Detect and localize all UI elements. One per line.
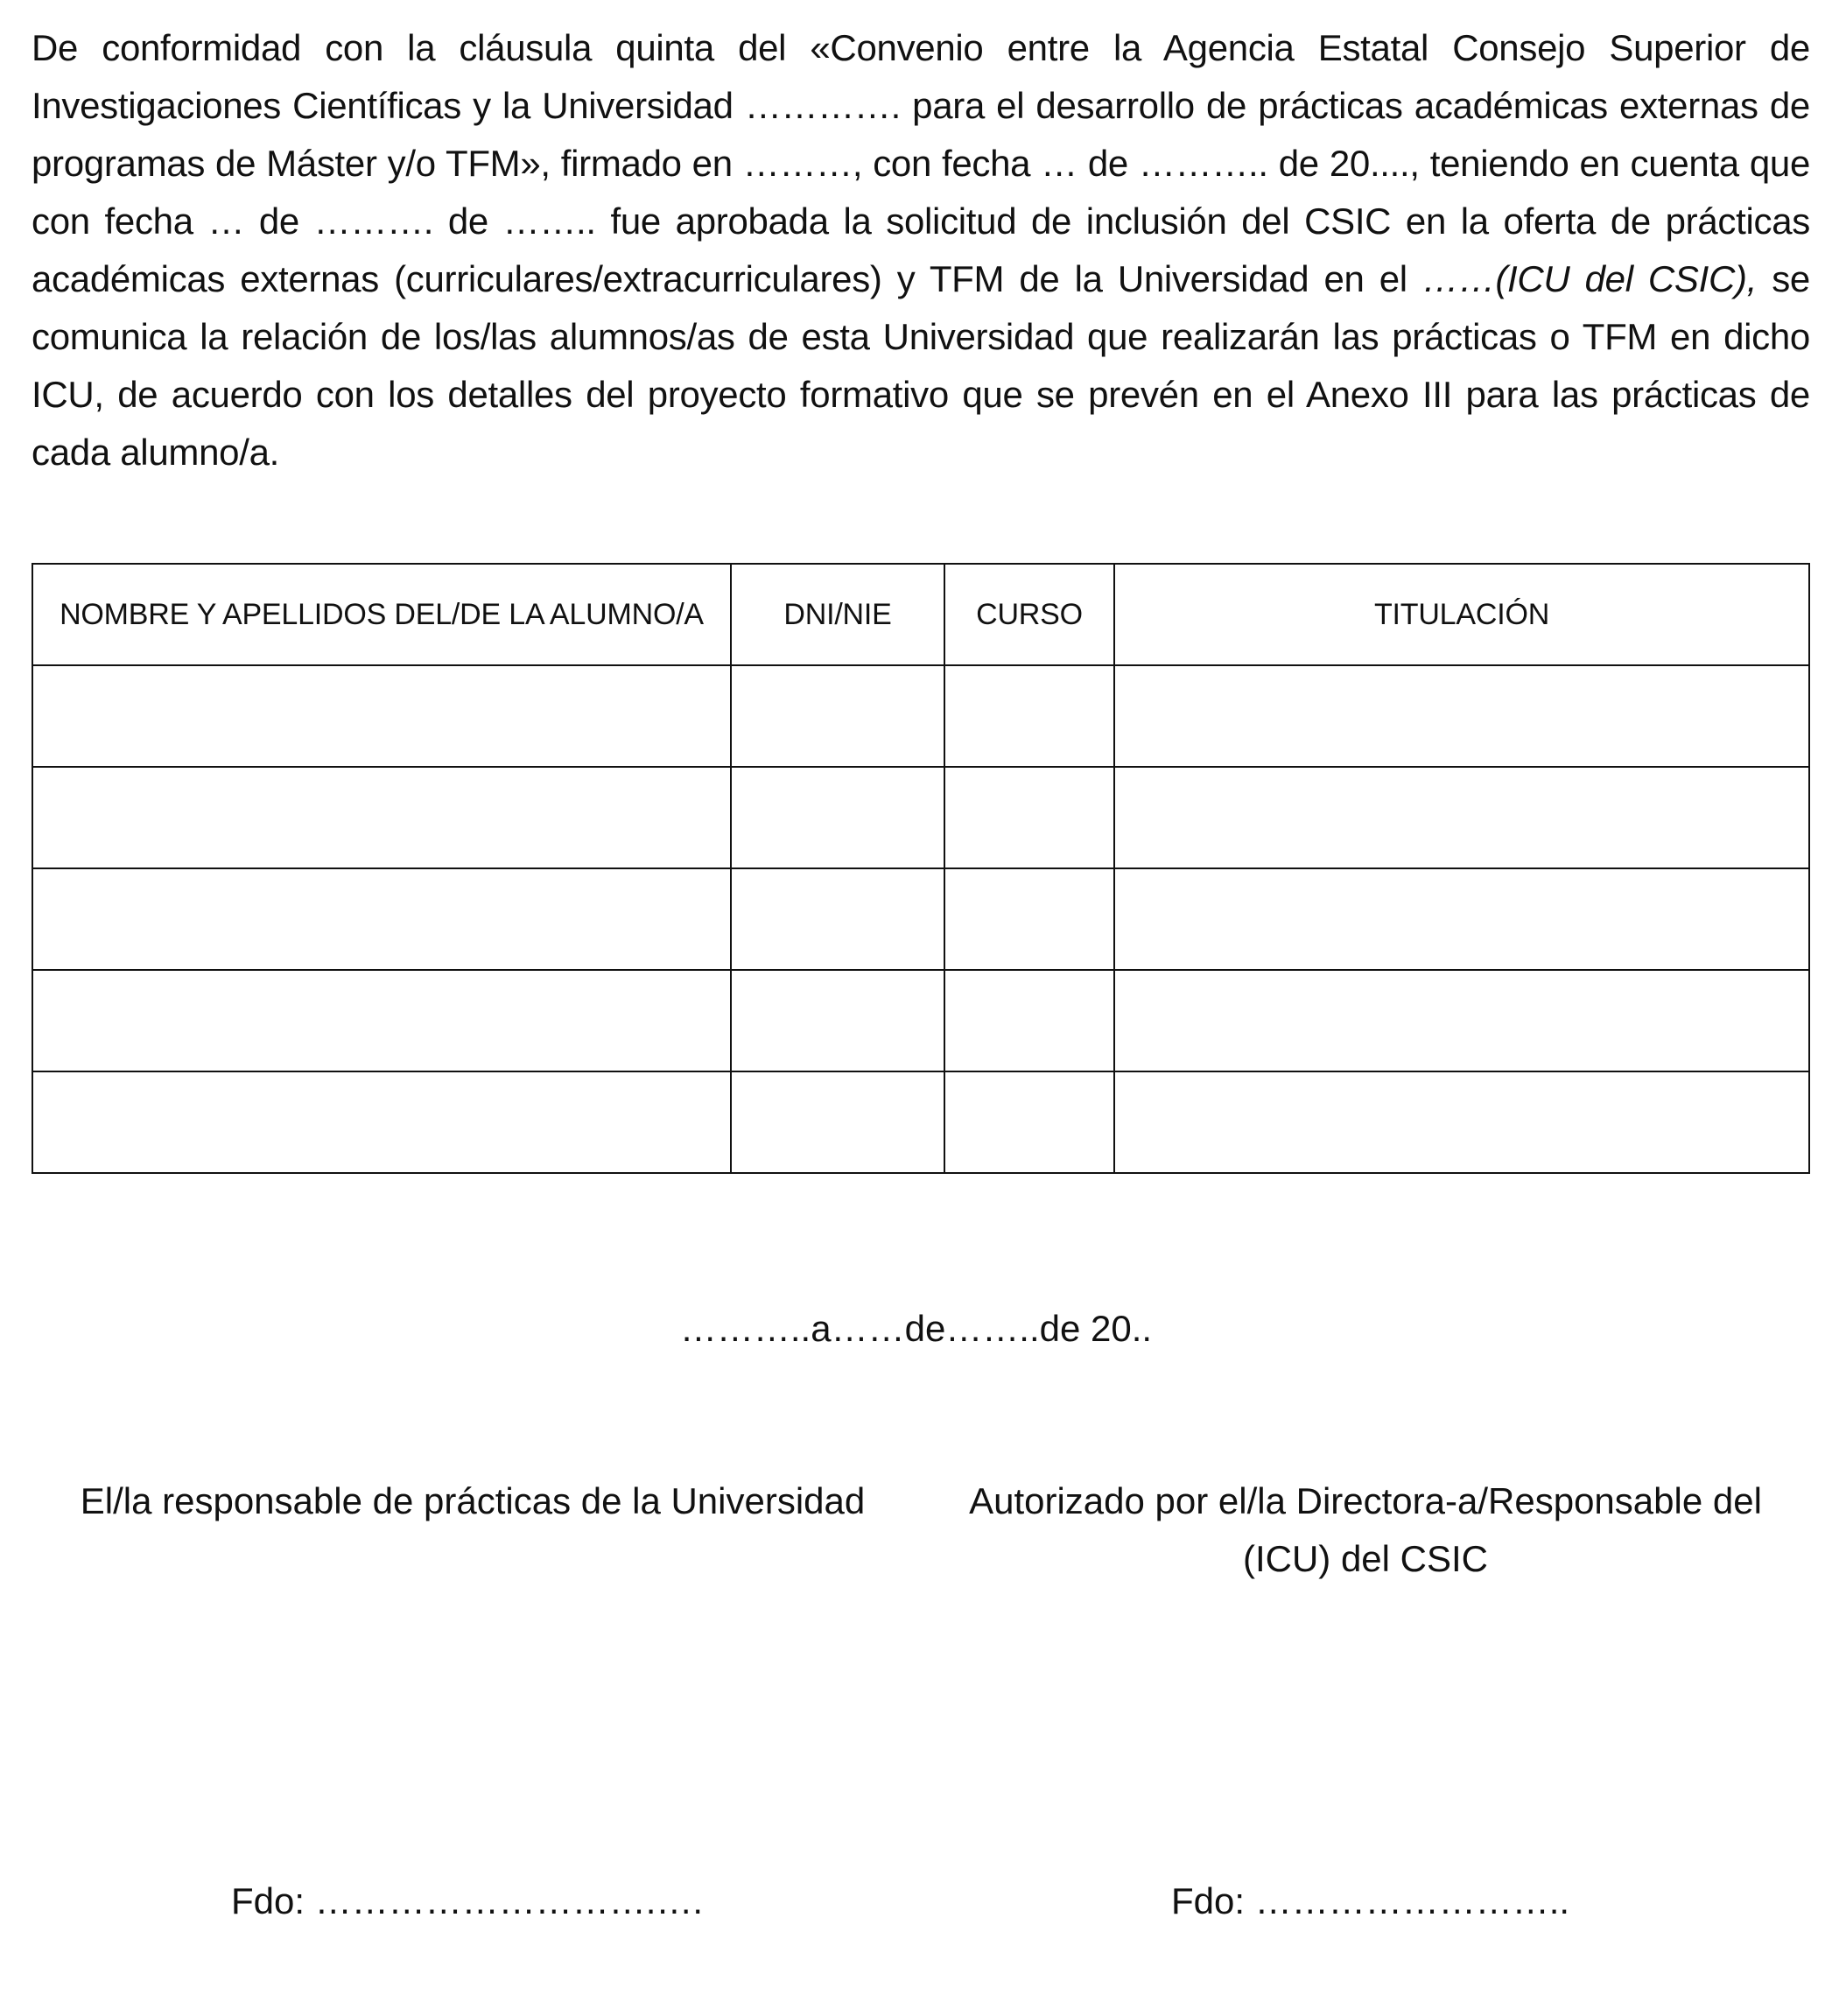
cell-curso[interactable]: [944, 665, 1114, 767]
signature-csic-title-line1: Autorizado por el/la Directora-a/Responsable del: [969, 1480, 1762, 1521]
students-table: [32, 563, 1810, 1174]
cell-nombre[interactable]: [32, 868, 731, 970]
cell-titulacion[interactable]: [1114, 1071, 1809, 1173]
intro-text-icu: ……(ICU del CSIC),: [1421, 258, 1758, 299]
signature-university-title: El/la responsable de prácticas de la Universidad: [80, 1480, 866, 1521]
cell-curso[interactable]: [944, 868, 1114, 970]
signature-csic: [954, 1472, 1777, 1588]
header-titulacion: TITULACIÓN: [1114, 564, 1809, 665]
cell-nombre[interactable]: [32, 665, 731, 767]
table-row: [32, 665, 1809, 767]
header-dni: DNI/NIE: [731, 564, 944, 665]
date-line: ………..a……de……..de 20..: [679, 1308, 1153, 1349]
cell-curso[interactable]: [944, 970, 1114, 1071]
cell-nombre[interactable]: [32, 970, 731, 1071]
cell-curso[interactable]: [944, 1071, 1114, 1173]
cell-curso[interactable]: [944, 767, 1114, 868]
fdo-csic: Fdo: ……………………..: [1171, 1880, 1570, 1921]
cell-titulacion[interactable]: [1114, 970, 1809, 1071]
cell-titulacion[interactable]: [1114, 868, 1809, 970]
intro-text-part1: De conformidad con la cláusula quinta del «Convenio entre la Agencia Estatal Consejo Superior de Investigaciones Científicas y la Universidad …………. para el desarrollo de prácticas académicas externas de programas de Máster y/o TFM», firmado en ………, con fecha … de ……….. de 20...., teniendo en cuenta que con fecha … de ………. de …….. fue aprobada la solicitud de inclusión del CSIC en la oferta de prácticas académicas externas (curriculares/extracurriculares) y TFM de la Universidad en el: [32, 27, 1810, 299]
cell-titulacion[interactable]: [1114, 767, 1809, 868]
cell-dni[interactable]: [731, 970, 944, 1071]
table-header-row: [32, 564, 1809, 665]
cell-titulacion[interactable]: [1114, 665, 1809, 767]
cell-nombre[interactable]: [32, 1071, 731, 1173]
table-row: [32, 1071, 1809, 1173]
table-row: [32, 868, 1809, 970]
intro-paragraph: [32, 19, 1810, 481]
signature-csic-title-line2: (ICU) del CSIC: [1242, 1538, 1489, 1579]
signature-university: [53, 1472, 893, 1530]
header-curso: CURSO: [944, 564, 1114, 665]
cell-dni[interactable]: [731, 767, 944, 868]
header-nombre: NOMBRE Y APELLIDOS DEL/DE LA ALUMNO/A: [32, 564, 731, 665]
cell-dni[interactable]: [731, 665, 944, 767]
cell-dni[interactable]: [731, 1071, 944, 1173]
cell-nombre[interactable]: [32, 767, 731, 868]
table-row: [32, 767, 1809, 868]
intro-text-part2: se comunica la relación de los/las alumnos/as de esta Universidad que realizarán las prácticas o TFM en dicho ICU, de acuerdo con los detalles del proyecto formativo que se prevén en el Anexo III para las prácticas de cada alumno/a.: [32, 258, 1810, 473]
table-row: [32, 970, 1809, 1071]
fdo-university: Fdo: ……………………….….: [231, 1880, 704, 1921]
cell-dni[interactable]: [731, 868, 944, 970]
